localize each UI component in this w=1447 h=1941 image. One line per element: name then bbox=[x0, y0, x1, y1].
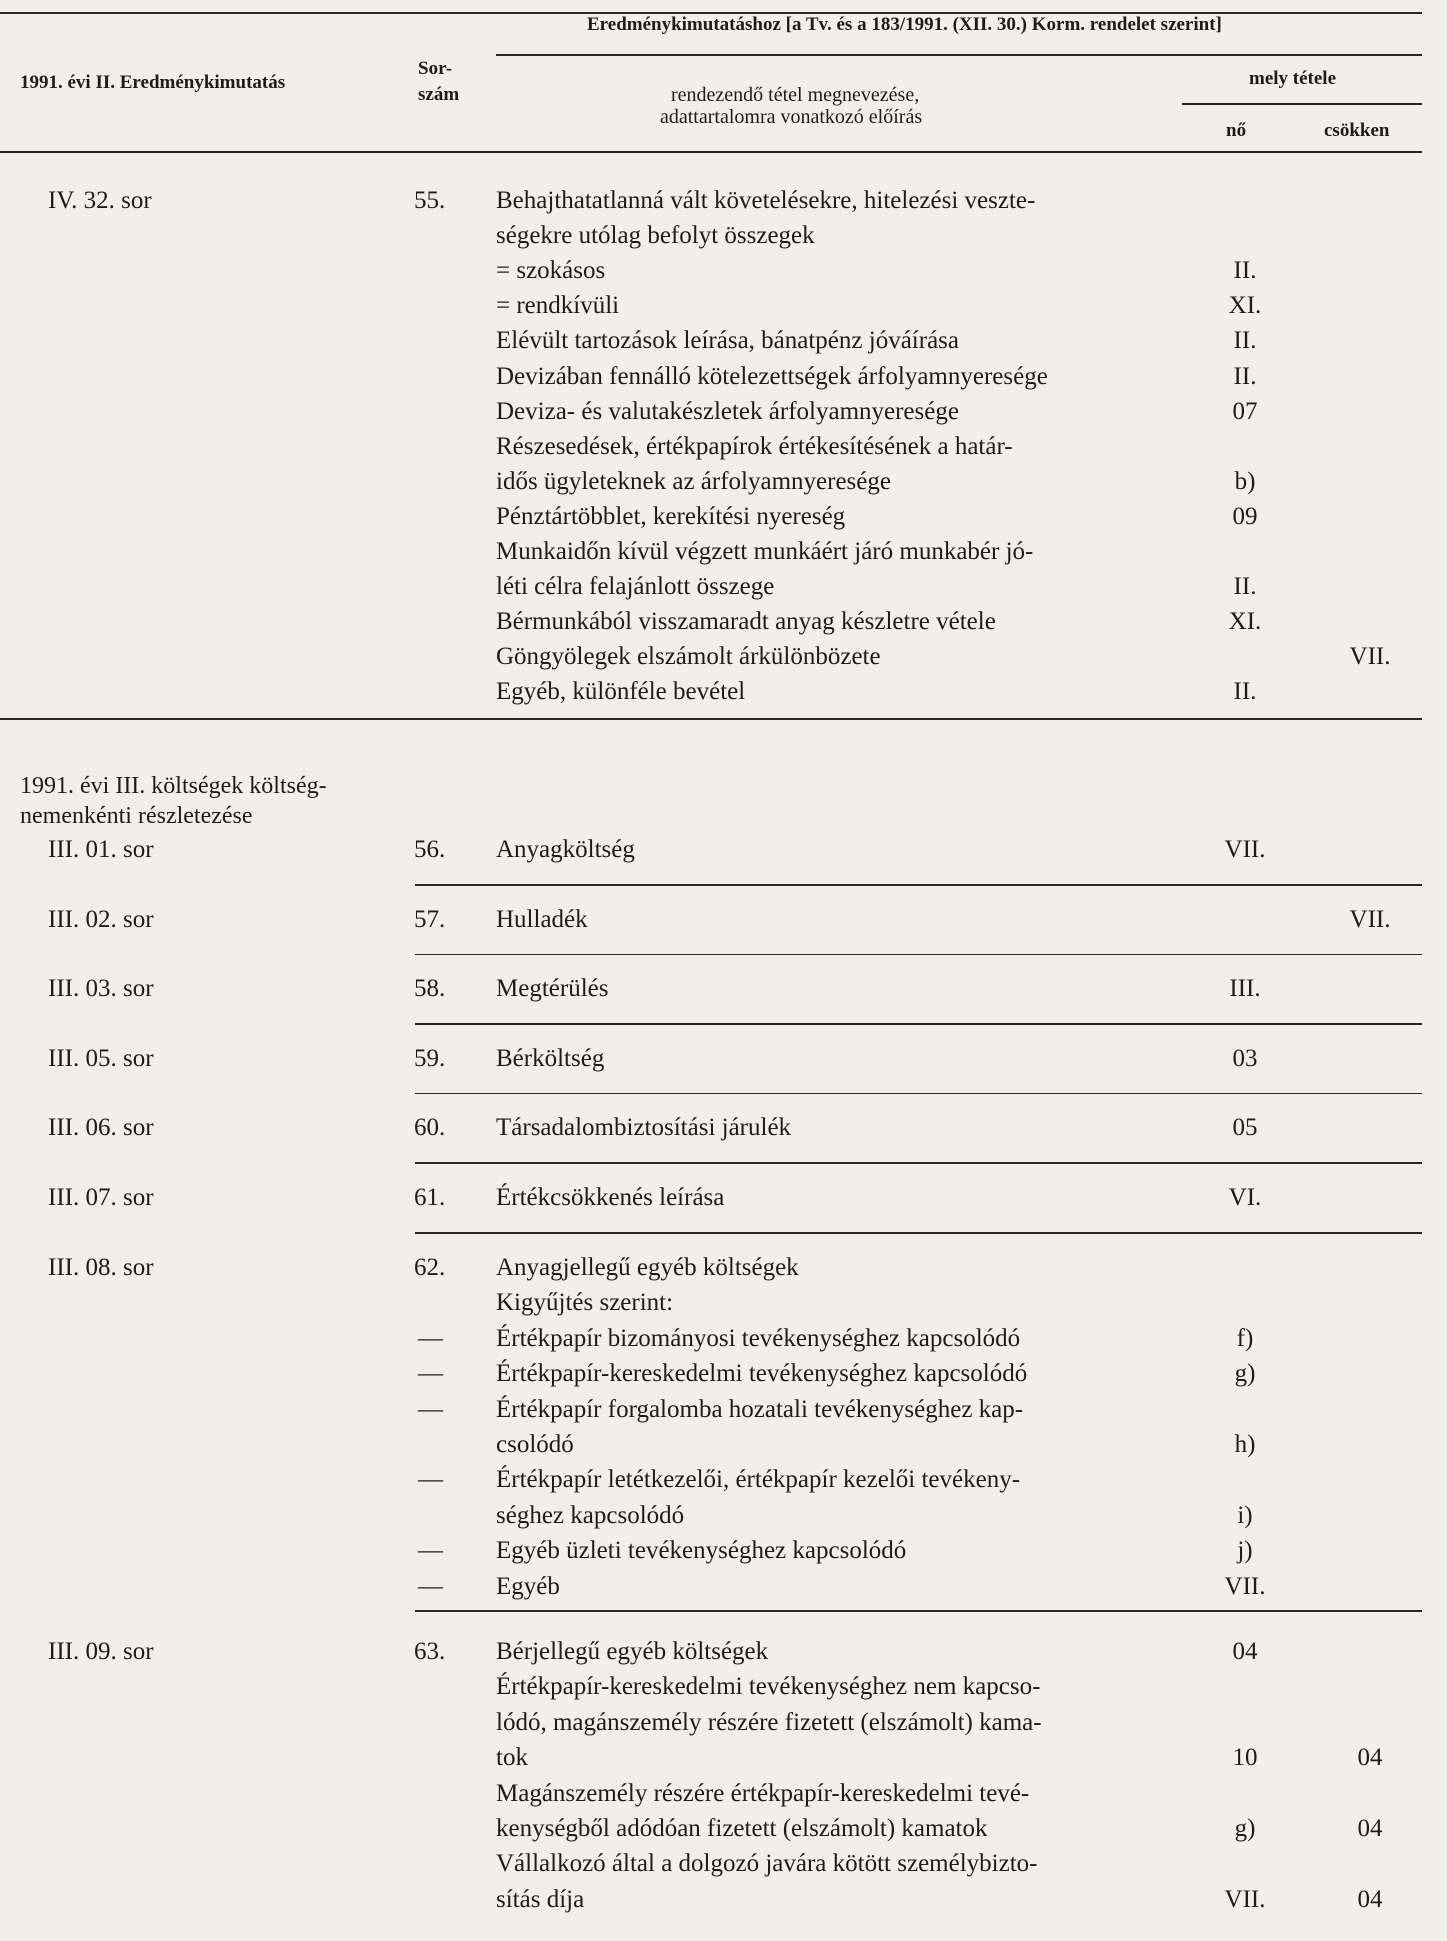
section62-bottom-rule bbox=[415, 1610, 1422, 1612]
section1-row-text: = szokásos bbox=[496, 257, 606, 285]
section63-row-csokken: 04 bbox=[1357, 1815, 1383, 1842]
section1-row-text: Részesedések, értékpapírok értékesítésének a határ- bbox=[496, 432, 1013, 460]
simple-row-text: Hulladék bbox=[496, 905, 588, 933]
header-mely-rule bbox=[1182, 103, 1422, 105]
section1-row-no: b) bbox=[1234, 467, 1256, 495]
simple-row-num: 56. bbox=[414, 836, 446, 863]
section1-row-text: Göngyölegek elszámolt árkülönbözete bbox=[496, 643, 881, 671]
section1-row-no: II. bbox=[1233, 678, 1257, 706]
section62-row-dash: — bbox=[418, 1395, 443, 1423]
section62-row-text: séghez kapcsolódó bbox=[496, 1501, 685, 1529]
simple-row-no: 05 bbox=[1232, 1114, 1258, 1142]
section62-row-no: VII. bbox=[1224, 1572, 1266, 1600]
section63-row-text: Bérjellegű egyéb költségek bbox=[496, 1638, 769, 1665]
section62-row-text: Egyéb üzleti tevékenységhez kapcsolódó bbox=[496, 1537, 907, 1565]
section1-row-text: Elévült tartozások leírása, bánatpénz jóváírása bbox=[496, 327, 959, 355]
header-desc-title-1: rendezendő tétel megnevezése, bbox=[671, 84, 920, 106]
section1-row-no: II. bbox=[1233, 573, 1257, 601]
simple-row-text: Bérköltség bbox=[496, 1044, 605, 1072]
section63-row-no: g) bbox=[1234, 1815, 1256, 1842]
header-top-title: Eredménykimutatáshoz [a Tv. és a 183/1991. (XII. 30.) Korm. rendelet szerint] bbox=[587, 14, 1222, 35]
section62-row-no: g) bbox=[1234, 1360, 1256, 1388]
section1-row-text: Munkaidőn kívül végzett munkáért járó munkabér jó- bbox=[496, 538, 1034, 565]
simple-row-no: III. bbox=[1229, 975, 1261, 1003]
section63-row-text: Értékpapír-kereskedelmi tevékenységhez nem kapcso- bbox=[496, 1673, 1041, 1701]
section1-row-text: Bérmunkából visszamaradt anyag készletre vétele bbox=[496, 608, 996, 636]
section63-row-no: 10 bbox=[1232, 1744, 1258, 1772]
section63-row-text: kenységből adódóan fizetett (elszámolt) kamatok bbox=[496, 1815, 988, 1842]
row-divider bbox=[415, 1093, 1422, 1095]
section63-row-csokken: 04 bbox=[1357, 1744, 1383, 1772]
section62-row-no: h) bbox=[1234, 1431, 1256, 1458]
section2-title-2: nemenkénti részletezése bbox=[20, 803, 253, 829]
simple-row-num: 57. bbox=[414, 905, 446, 933]
section63-row-text: Magánszemély részére értékpapír-kereskedelmi tevé- bbox=[496, 1779, 1030, 1807]
header-sorszam-2: szám bbox=[418, 84, 460, 105]
section1-row-text: = rendkívüli bbox=[496, 292, 620, 320]
section62-row-dash: — bbox=[418, 1324, 443, 1352]
simple-row-ref: III. 05. sor bbox=[48, 1044, 154, 1072]
section1-row-no: XI. bbox=[1228, 292, 1262, 320]
simple-row-ref: III. 07. sor bbox=[48, 1184, 154, 1211]
section1-ref: IV. 32. sor bbox=[48, 187, 152, 214]
simple-row-text: Anyagköltség bbox=[496, 836, 635, 863]
section62-row-text: Értékpapír letétkezelői, értékpapír kezelői tevékeny- bbox=[496, 1466, 1021, 1494]
section63-row-csokken: 04 bbox=[1357, 1885, 1383, 1913]
simple-row-num: 60. bbox=[414, 1114, 446, 1142]
section1-row-no: 09 bbox=[1232, 502, 1258, 530]
simple-row-ref: III. 01. sor bbox=[48, 836, 154, 863]
section1-row-no: II. bbox=[1233, 327, 1257, 355]
section62-row-text: Kigyűjtés szerint: bbox=[496, 1289, 674, 1317]
section63-row-text: tok bbox=[496, 1744, 528, 1772]
section62-ref: III. 08. sor bbox=[48, 1254, 154, 1281]
simple-row-text: Megtérülés bbox=[496, 975, 609, 1003]
header-mely-tetele: mely tétele bbox=[1249, 68, 1337, 89]
section63-num: 63. bbox=[414, 1638, 446, 1665]
section63-row-text: sítás díja bbox=[496, 1885, 585, 1913]
section1-num: 55. bbox=[414, 187, 446, 214]
simple-row-text: Értékcsökkenés leírása bbox=[496, 1184, 725, 1211]
row-divider bbox=[415, 1232, 1422, 1234]
section63-row-text: Vállalkozó által a dolgozó javára kötött személybizto- bbox=[496, 1850, 1038, 1878]
section1-row-csokken: VII. bbox=[1349, 643, 1391, 671]
section1-row-text: Devizában fennálló kötelezettségek árfolyamnyeresége bbox=[496, 362, 1048, 390]
header-sorszam-1: Sor- bbox=[418, 58, 453, 79]
section62-row-text: Értékpapír bizományosi tevékenységhez kapcsolódó bbox=[496, 1324, 1021, 1352]
section62-row-dash: — bbox=[418, 1537, 443, 1565]
section63-row-text: lódó, magánszemély részére fizetett (elszámolt) kama- bbox=[496, 1708, 1042, 1736]
section1-row-text: Pénztártöbblet, kerekítési nyereség bbox=[496, 502, 846, 530]
section63-row-no: 04 bbox=[1232, 1638, 1258, 1665]
row-divider bbox=[415, 884, 1422, 886]
section2-title-1: 1991. évi III. költségek költség- bbox=[20, 773, 327, 799]
simple-row-num: 58. bbox=[414, 975, 446, 1003]
section1-row-text: Behajthatatlanná vált követelésekre, hitelezési veszte- bbox=[496, 187, 1036, 214]
section62-row-text: csolódó bbox=[496, 1431, 574, 1458]
section62-row-text: Egyéb bbox=[496, 1572, 560, 1600]
row-divider bbox=[415, 954, 1422, 956]
section62-num: 62. bbox=[414, 1254, 446, 1281]
simple-row-no: VI. bbox=[1228, 1184, 1262, 1211]
header-csokken: csökken bbox=[1324, 120, 1390, 141]
section1-row-no: 07 bbox=[1232, 397, 1258, 425]
section62-row-text: Értékpapír forgalomba hozatali tevékenységhez kap- bbox=[496, 1395, 1024, 1423]
section62-row-no: j) bbox=[1237, 1537, 1253, 1565]
header-no: nő bbox=[1226, 120, 1247, 141]
header-top-subrule bbox=[496, 54, 1422, 56]
simple-row-no: 03 bbox=[1232, 1044, 1258, 1072]
section1-row-no: II. bbox=[1233, 362, 1257, 390]
section1-row-text: idős ügyleteknek az árfolyamnyeresége bbox=[496, 467, 891, 495]
section62-row-dash: — bbox=[418, 1360, 443, 1388]
section62-row-text: Anyagjellegű egyéb költségek bbox=[496, 1254, 799, 1281]
section1-bottom-rule bbox=[0, 718, 1422, 720]
simple-row-no: VII. bbox=[1224, 836, 1266, 863]
section62-row-dash: — bbox=[418, 1466, 443, 1494]
simple-row-num: 61. bbox=[414, 1184, 446, 1211]
section1-row-text: Deviza- és valutakészletek árfolyamnyeresége bbox=[496, 397, 959, 425]
header-bottom-rule bbox=[0, 151, 1422, 153]
section1-row-no: II. bbox=[1233, 257, 1257, 285]
header-left-title: 1991. évi II. Eredménykimutatás bbox=[20, 72, 286, 93]
section63-row-no: VII. bbox=[1224, 1885, 1266, 1913]
row-divider bbox=[415, 1162, 1422, 1164]
section62-row-no: f) bbox=[1236, 1324, 1254, 1352]
section62-row-no: i) bbox=[1237, 1501, 1253, 1529]
simple-row-ref: III. 02. sor bbox=[48, 905, 154, 933]
simple-row-csokken: VII. bbox=[1349, 905, 1391, 933]
section1-row-text: léti célra felajánlott összege bbox=[496, 573, 775, 601]
simple-row-text: Társadalombiztosítási járulék bbox=[496, 1114, 792, 1142]
section63-ref: III. 09. sor bbox=[48, 1638, 154, 1665]
section62-row-dash: — bbox=[418, 1572, 443, 1600]
section1-row-text: Egyéb, különféle bevétel bbox=[496, 678, 746, 706]
header-desc-title-2: adattartalomra vonatkozó előírás bbox=[660, 106, 923, 128]
simple-row-num: 59. bbox=[414, 1044, 446, 1072]
section1-row-no: XI. bbox=[1228, 608, 1262, 636]
section62-row-text: Értékpapír-kereskedelmi tevékenységhez kapcsolódó bbox=[496, 1360, 1028, 1388]
simple-row-ref: III. 06. sor bbox=[48, 1114, 154, 1142]
simple-row-ref: III. 03. sor bbox=[48, 975, 154, 1003]
row-divider bbox=[415, 1023, 1422, 1025]
section1-row-text: ségekre utólag befolyt összegek bbox=[496, 222, 815, 250]
